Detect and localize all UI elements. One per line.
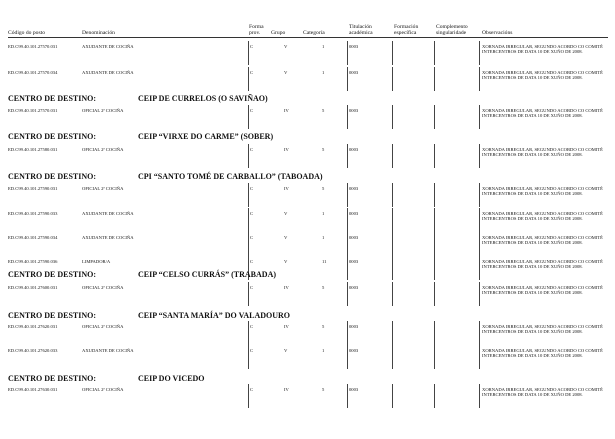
- table-row: [0, 232, 615, 256]
- center-label: CENTRO DE DESTINO:: [8, 132, 97, 141]
- cell-codigo: ED.C99.40.101.27570.031: [8, 44, 58, 49]
- cell-denominacion: AXUDANTE DE COCIÑA: [82, 348, 134, 353]
- column-rule: [392, 232, 393, 256]
- cell-codigo: ED.C99.40.101.27570.031: [8, 108, 58, 113]
- cell-titulacion: 0003: [349, 186, 359, 191]
- cell-titulacion: 0003: [349, 235, 359, 240]
- column-rule: [248, 321, 249, 345]
- table-row: [0, 67, 615, 91]
- column-rule: [434, 321, 435, 345]
- table-row: [0, 208, 615, 232]
- column-rule: [392, 282, 393, 306]
- cell-categoria: 5: [322, 285, 325, 290]
- cell-categoria: 5: [322, 324, 325, 329]
- cell-observacions: XORNADA IRREGULAR, SEGUNDO ACORDO CO COMITÉ INTERCENTROS DE DATA 10 DE XUÑO DE 2008.: [482, 108, 603, 118]
- column-rule: [248, 144, 249, 168]
- column-rule: [392, 321, 393, 345]
- cell-grupo: IV: [284, 108, 289, 113]
- cell-categoria: 5: [322, 186, 325, 191]
- center-heading: [0, 132, 615, 142]
- cell-observacions: XORNADA IRREGULAR, SEGUNDO ACORDO CO COMITÉ INTERCENTROS DE DATA 10 DE XUÑO DE 2008.: [482, 70, 603, 80]
- cell-observacions: XORNADA IRREGULAR, SEGUNDO ACORDO CO COMITÉ INTERCENTROS DE DATA 10 DE XUÑO DE 2008.: [482, 259, 603, 269]
- col-denominacion: Denominación: [82, 30, 115, 36]
- cell-codigo: ED.C99.40.101.27580.031: [8, 147, 58, 152]
- column-rule: [479, 41, 480, 65]
- column-rule: [248, 41, 249, 65]
- table-row: [0, 384, 615, 408]
- column-rule: [479, 208, 480, 232]
- col-observacions: Observacións: [482, 30, 513, 36]
- cell-categoria: 1: [322, 44, 325, 49]
- center-name: CEIP “SANTA MARÍA” DO VALADOURO: [138, 311, 291, 320]
- cell-grupo: V: [284, 348, 288, 353]
- cell-titulacion: 0003: [349, 259, 359, 264]
- cell-forma: C: [250, 235, 254, 240]
- cell-observacions: XORNADA IRREGULAR, SEGUNDO ACORDO CO COMITÉ INTERCENTROS DE DATA 10 DE XUÑO DE 2008.: [482, 348, 603, 358]
- column-rule: [347, 321, 348, 345]
- cell-forma: C: [250, 324, 254, 329]
- column-rule: [479, 345, 480, 369]
- header-divider: [8, 37, 608, 38]
- center-label: CENTRO DE DESTINO:: [8, 172, 97, 181]
- cell-codigo: ED.C99.40.101.27590.034: [8, 235, 58, 240]
- column-rule: [248, 105, 249, 129]
- cell-codigo: ED.C99.40.101.27620.033: [8, 348, 58, 353]
- table-header: [0, 0, 615, 40]
- column-rule: [392, 384, 393, 408]
- cell-denominacion: AXUDANTE DE COCIÑA: [82, 70, 134, 75]
- column-rule: [392, 41, 393, 65]
- column-rule: [248, 282, 249, 306]
- cell-titulacion: 0003: [349, 44, 359, 49]
- cell-titulacion: 0003: [349, 285, 359, 290]
- center-label: CENTRO DE DESTINO:: [8, 94, 97, 103]
- col-complemento-2: singularidade: [436, 30, 467, 36]
- center-heading: [0, 94, 615, 104]
- cell-categoria: 1: [322, 235, 325, 240]
- column-rule: [479, 144, 480, 168]
- column-rule: [248, 232, 249, 256]
- cell-forma: C: [250, 186, 254, 191]
- column-rule: [347, 41, 348, 65]
- cell-categoria: 5: [322, 147, 325, 152]
- column-rule: [479, 183, 480, 207]
- center-label: CENTRO DE DESTINO:: [8, 311, 97, 320]
- cell-titulacion: 0003: [349, 70, 359, 75]
- center-heading: [0, 270, 615, 280]
- column-rule: [434, 41, 435, 65]
- cell-categoria: 1: [322, 211, 325, 216]
- column-rule: [347, 105, 348, 129]
- cell-forma: C: [250, 211, 254, 216]
- cell-codigo: ED.C99.40.101.27590.033: [8, 211, 58, 216]
- cell-categoria: 1: [322, 70, 325, 75]
- column-rule: [479, 384, 480, 408]
- col-grupo: Grupo: [271, 30, 286, 36]
- cell-grupo: V: [284, 211, 288, 216]
- center-label: CENTRO DE DESTINO:: [8, 374, 97, 383]
- col-forma: Forma: [249, 24, 264, 30]
- column-rule: [248, 208, 249, 232]
- col-titulacion-2: académica: [349, 30, 373, 36]
- column-rule: [434, 282, 435, 306]
- cell-forma: C: [250, 259, 254, 264]
- column-rule: [248, 384, 249, 408]
- col-codigo: Código do posto: [8, 30, 45, 36]
- column-rule: [392, 183, 393, 207]
- column-rule: [347, 384, 348, 408]
- cell-observacions: XORNADA IRREGULAR, SEGUNDO ACORDO CO COMITÉ INTERCENTROS DE DATA 10 DE XUÑO DE 2008.: [482, 324, 603, 334]
- column-rule: [248, 345, 249, 369]
- cell-categoria: 5: [322, 108, 325, 113]
- cell-observacions: XORNADA IRREGULAR, SEGUNDO ACORDO CO COMITÉ INTERCENTROS DE DATA 10 DE XUÑO DE 2008.: [482, 285, 603, 295]
- column-rule: [347, 144, 348, 168]
- cell-observacions: XORNADA IRREGULAR, SEGUNDO ACORDO CO COMITÉ INTERCENTROS DE DATA 10 DE XUÑO DE 2008.: [482, 186, 603, 196]
- column-rule: [347, 232, 348, 256]
- cell-forma: C: [250, 147, 254, 152]
- cell-titulacion: 0003: [349, 387, 359, 392]
- center-label: CENTRO DE DESTINO:: [8, 270, 97, 279]
- cell-forma: C: [250, 108, 254, 113]
- cell-observacions: XORNADA IRREGULAR, SEGUNDO ACORDO CO COMITÉ INTERCENTROS DE DATA 10 DE XUÑO DE 2008.: [482, 211, 603, 221]
- column-rule: [347, 208, 348, 232]
- cell-denominacion: AXUDANTE DE COCIÑA: [82, 44, 134, 49]
- column-rule: [434, 345, 435, 369]
- column-rule: [434, 208, 435, 232]
- column-rule: [248, 183, 249, 207]
- center-name: CPI “SANTO TOMÉ DE CARBALLO” (TABOADA): [138, 172, 323, 181]
- col-forma-2: prov.: [249, 30, 261, 36]
- cell-denominacion: OFICIAL 2ª COCIÑA: [82, 387, 124, 392]
- cell-grupo: IV: [284, 147, 289, 152]
- cell-titulacion: 0003: [349, 211, 359, 216]
- cell-grupo: V: [284, 259, 288, 264]
- col-complemento: Complemento: [436, 24, 468, 30]
- table-row: [0, 321, 615, 345]
- column-rule: [392, 105, 393, 129]
- cell-forma: C: [250, 44, 254, 49]
- column-rule: [434, 105, 435, 129]
- center-name: CEIP DO VICEDO: [138, 374, 205, 383]
- cell-categoria: 11: [322, 259, 327, 264]
- table-row: [0, 105, 615, 129]
- col-titulacion: Titulación: [349, 24, 372, 30]
- table-row: [0, 41, 615, 65]
- cell-observacions: XORNADA IRREGULAR, SEGUNDO ACORDO CO COMITÉ INTERCENTROS DE DATA 10 DE XUÑO DE 2008.: [482, 44, 603, 54]
- cell-codigo: ED.C99.40.101.27630.031: [8, 387, 58, 392]
- column-rule: [347, 183, 348, 207]
- col-formacion-2: específica: [394, 30, 417, 36]
- cell-codigo: ED.C99.40.101.27600.031: [8, 285, 58, 290]
- cell-grupo: IV: [284, 324, 289, 329]
- cell-titulacion: 0003: [349, 108, 359, 113]
- column-rule: [392, 67, 393, 91]
- cell-grupo: IV: [284, 285, 289, 290]
- cell-codigo: ED.C99.40.101.27590.031: [8, 186, 58, 191]
- cell-titulacion: 0003: [349, 348, 359, 353]
- cell-codigo: ED.C99.40.101.27570.034: [8, 70, 58, 75]
- table-row: [0, 282, 615, 306]
- cell-denominacion: OFICIAL 2ª COCIÑA: [82, 324, 124, 329]
- table-row: [0, 144, 615, 168]
- column-rule: [392, 208, 393, 232]
- center-name: CEIP DE CURRELOS (O SAVIÑAO): [138, 94, 268, 103]
- column-rule: [434, 384, 435, 408]
- cell-forma: C: [250, 387, 254, 392]
- cell-categoria: 5: [322, 387, 325, 392]
- column-rule: [347, 282, 348, 306]
- cell-categoria: 1: [322, 348, 325, 353]
- column-rule: [434, 183, 435, 207]
- cell-codigo: ED.C99.40.101.27620.031: [8, 324, 58, 329]
- cell-observacions: XORNADA IRREGULAR, SEGUNDO ACORDO CO COMITÉ INTERCENTROS DE DATA 10 DE XUÑO DE 2008.: [482, 387, 603, 397]
- cell-denominacion: OFICIAL 2ª COCIÑA: [82, 147, 124, 152]
- cell-denominacion: AXUDANTE DE COCIÑA: [82, 235, 134, 240]
- column-rule: [434, 67, 435, 91]
- cell-forma: C: [250, 285, 254, 290]
- column-rule: [347, 67, 348, 91]
- center-name: CEIP “CELSO CURRÁS” (TRABADA): [138, 270, 277, 279]
- center-name: CEIP “VIRXE DO CARME” (SOBER): [138, 132, 274, 141]
- column-rule: [434, 232, 435, 256]
- column-rule: [479, 321, 480, 345]
- col-categoria: Categoría: [303, 30, 325, 36]
- column-rule: [434, 144, 435, 168]
- column-rule: [248, 67, 249, 91]
- cell-observacions: XORNADA IRREGULAR, SEGUNDO ACORDO CO COMITÉ INTERCENTROS DE DATA 10 DE XUÑO DE 2008.: [482, 147, 603, 157]
- table-row: [0, 345, 615, 369]
- cell-grupo: IV: [284, 186, 289, 191]
- cell-titulacion: 0003: [349, 147, 359, 152]
- table-row: [0, 183, 615, 207]
- cell-denominacion: LIMPADOR/A: [82, 259, 111, 264]
- cell-forma: C: [250, 348, 254, 353]
- column-rule: [347, 345, 348, 369]
- cell-denominacion: OFICIAL 2ª COCIÑA: [82, 285, 124, 290]
- cell-denominacion: AXUDANTE DE COCIÑA: [82, 211, 134, 216]
- column-rule: [479, 105, 480, 129]
- cell-grupo: V: [284, 235, 288, 240]
- column-rule: [479, 282, 480, 306]
- center-heading: [0, 172, 615, 182]
- cell-denominacion: OFICIAL 2ª COCIÑA: [82, 108, 124, 113]
- cell-grupo: V: [284, 44, 288, 49]
- column-rule: [479, 232, 480, 256]
- cell-grupo: IV: [284, 387, 289, 392]
- column-rule: [392, 144, 393, 168]
- center-heading: [0, 311, 615, 321]
- cell-denominacion: OFICIAL 2ª COCIÑA: [82, 186, 124, 191]
- cell-observacions: XORNADA IRREGULAR, SEGUNDO ACORDO CO COMITÉ INTERCENTROS DE DATA 10 DE XUÑO DE 2008.: [482, 235, 603, 245]
- col-formacion: Formación: [394, 24, 419, 30]
- cell-forma: C: [250, 70, 254, 75]
- column-rule: [392, 345, 393, 369]
- cell-codigo: ED.C99.40.101.27590.036: [8, 259, 58, 264]
- center-heading: [0, 374, 615, 384]
- column-rule: [479, 67, 480, 91]
- cell-grupo: V: [284, 70, 288, 75]
- cell-titulacion: 0003: [349, 324, 359, 329]
